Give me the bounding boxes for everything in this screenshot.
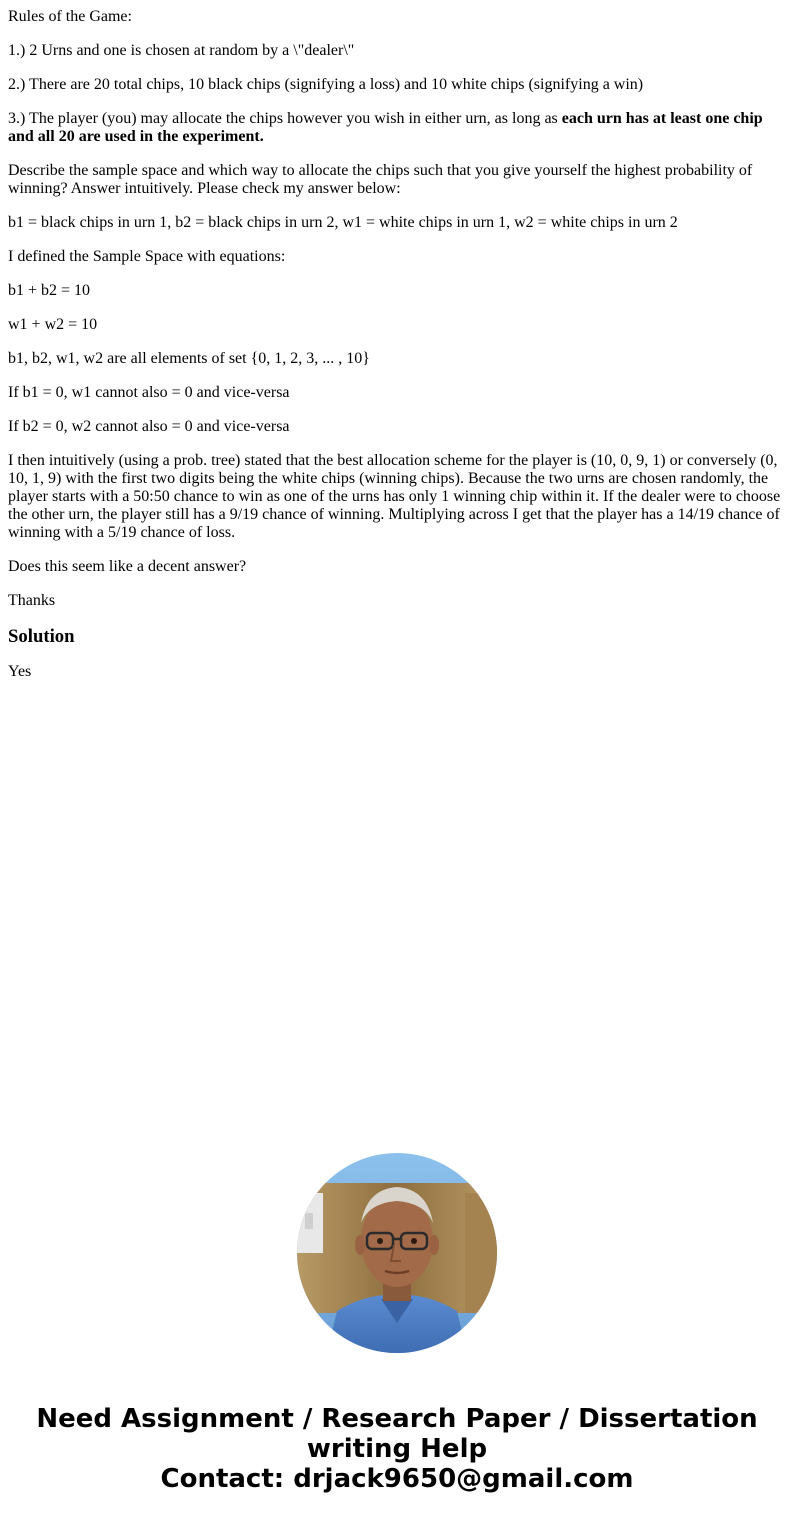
sample-space-intro: I defined the Sample Space with equations: xyxy=(8,248,286,265)
equation-3: b1, b2, w1, w2 are all elements of set {0, 1, 2, 3, ... , 10} xyxy=(8,350,370,367)
promo-line-1: Need Assignment / Research Paper / Dissertation xyxy=(36,1404,758,1434)
rule-3 xyxy=(8,110,786,146)
equation-2: w1 + w2 = 10 xyxy=(8,316,98,333)
thanks-text: Thanks xyxy=(8,592,56,609)
promo-contact: Contact: drjack9650@gmail.com xyxy=(160,1464,634,1494)
solution-answer: Yes xyxy=(8,663,32,680)
question-content xyxy=(8,8,786,697)
rules-heading: Rules of the Game: xyxy=(8,8,132,25)
promo-banner xyxy=(0,1404,794,1494)
reasoning-paragraph: I then intuitively (using a prob. tree) stated that the best allocation scheme for the player is (10, 0, 9, 1) or conversely (0, 10, 1, 9) with the first two digits being the white chips (winning chips). Because the two urns are chosen randomly, the player starts with a 50:50 chance to win as one of the urns has only 1 winning chip within it. If the dealer were to choose the other urn, the player still has a 9/19 chance of winning. Multiplying across I get that the player has a 14/19 chance of winning with a 5/19 chance of loss. xyxy=(8,452,781,541)
ask-question: Does this seem like a decent answer? xyxy=(8,558,247,575)
avatar-portrait-image xyxy=(297,1153,497,1353)
rule-2: 2.) There are 20 total chips, 10 black chips (signifying a loss) and 10 white chips (signifying a win) xyxy=(8,76,644,93)
rule-1: 1.) 2 Urns and one is chosen at random by a \"dealer\" xyxy=(8,42,355,59)
variable-definitions: b1 = black chips in urn 1, b2 = black chips in urn 2, w1 = white chips in urn 1, w2 = white chips in urn 2 xyxy=(8,214,678,231)
equation-1: b1 + b2 = 10 xyxy=(8,282,91,299)
promo-line-2: writing Help xyxy=(306,1434,488,1464)
solution-heading: Solution xyxy=(8,626,75,647)
avatar xyxy=(297,1153,497,1353)
rule-3-text: 3.) The player (you) may allocate the chips however you wish in either urn, as long as xyxy=(8,110,562,127)
rule-3-emphasis: each urn has at least one chip and all 20 are used in the experiment. xyxy=(8,110,763,145)
condition-1: If b1 = 0, w1 cannot also = 0 and vice-versa xyxy=(8,384,290,401)
condition-2: If b2 = 0, w2 cannot also = 0 and vice-versa xyxy=(8,418,290,435)
describe-prompt: Describe the sample space and which way to allocate the chips such that you give yourself the highest probability of winning? Answer intuitively. Please check my answer below: xyxy=(8,162,753,197)
